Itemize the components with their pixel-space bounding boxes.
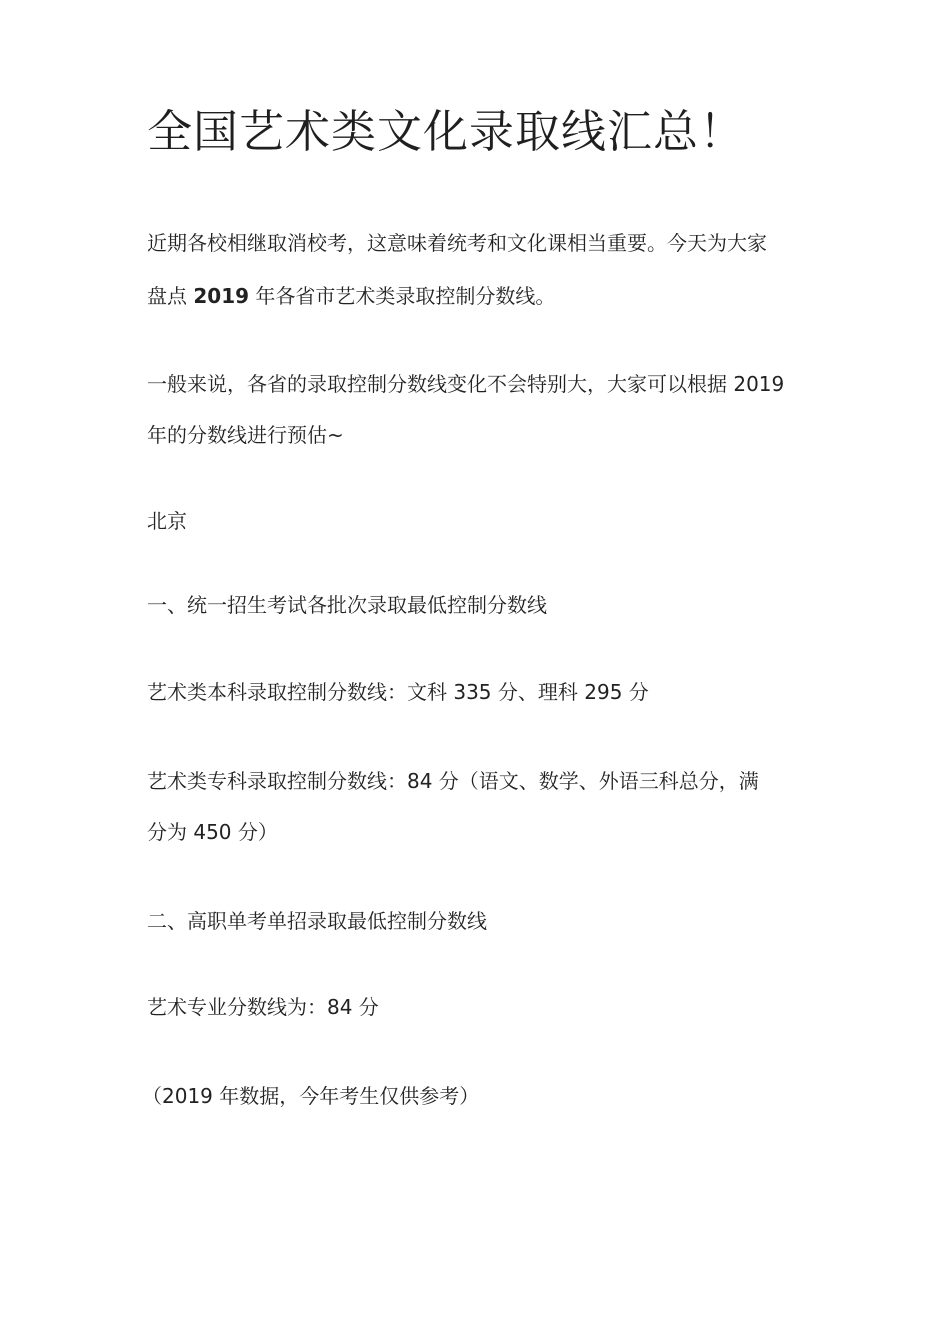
section2-heading: 二、高职单考单招录取最低控制分数线 [147,909,487,933]
section1-college-line-2: 分为 450 分） [147,820,278,844]
page-title: 全国艺术类文化录取线汇总！ [147,105,746,158]
intro-line-1: 近期各校相继取消校考，这意味着统考和文化课相当重要。今天为大家 [147,231,767,255]
footnote: （2019 年数据，今年考生仅供参考） [142,1084,480,1108]
intro-suffix: 年各省市艺术类录取控制分数线。 [249,284,556,308]
note-line-1: 一般来说，各省的录取控制分数线变化不会特别大，大家可以根据 2019 [147,372,785,396]
region-heading: 北京 [147,509,187,533]
intro-prefix: 盘点 [147,284,194,308]
section1-bachelor-line: 艺术类本科录取控制分数线：文科 335 分、理科 295 分 [147,680,649,704]
section1-heading: 一、统一招生考试各批次录取最低控制分数线 [147,593,547,617]
section2-art-line: 艺术专业分数线为：84 分 [147,995,379,1019]
intro-year: 2019 [193,284,250,308]
intro-line-2 [147,282,555,310]
section1-college-line-1: 艺术类专科录取控制分数线：84 分（语文、数学、外语三科总分，满 [147,769,759,793]
note-line-2: 年的分数线进行预估~ [147,423,344,447]
